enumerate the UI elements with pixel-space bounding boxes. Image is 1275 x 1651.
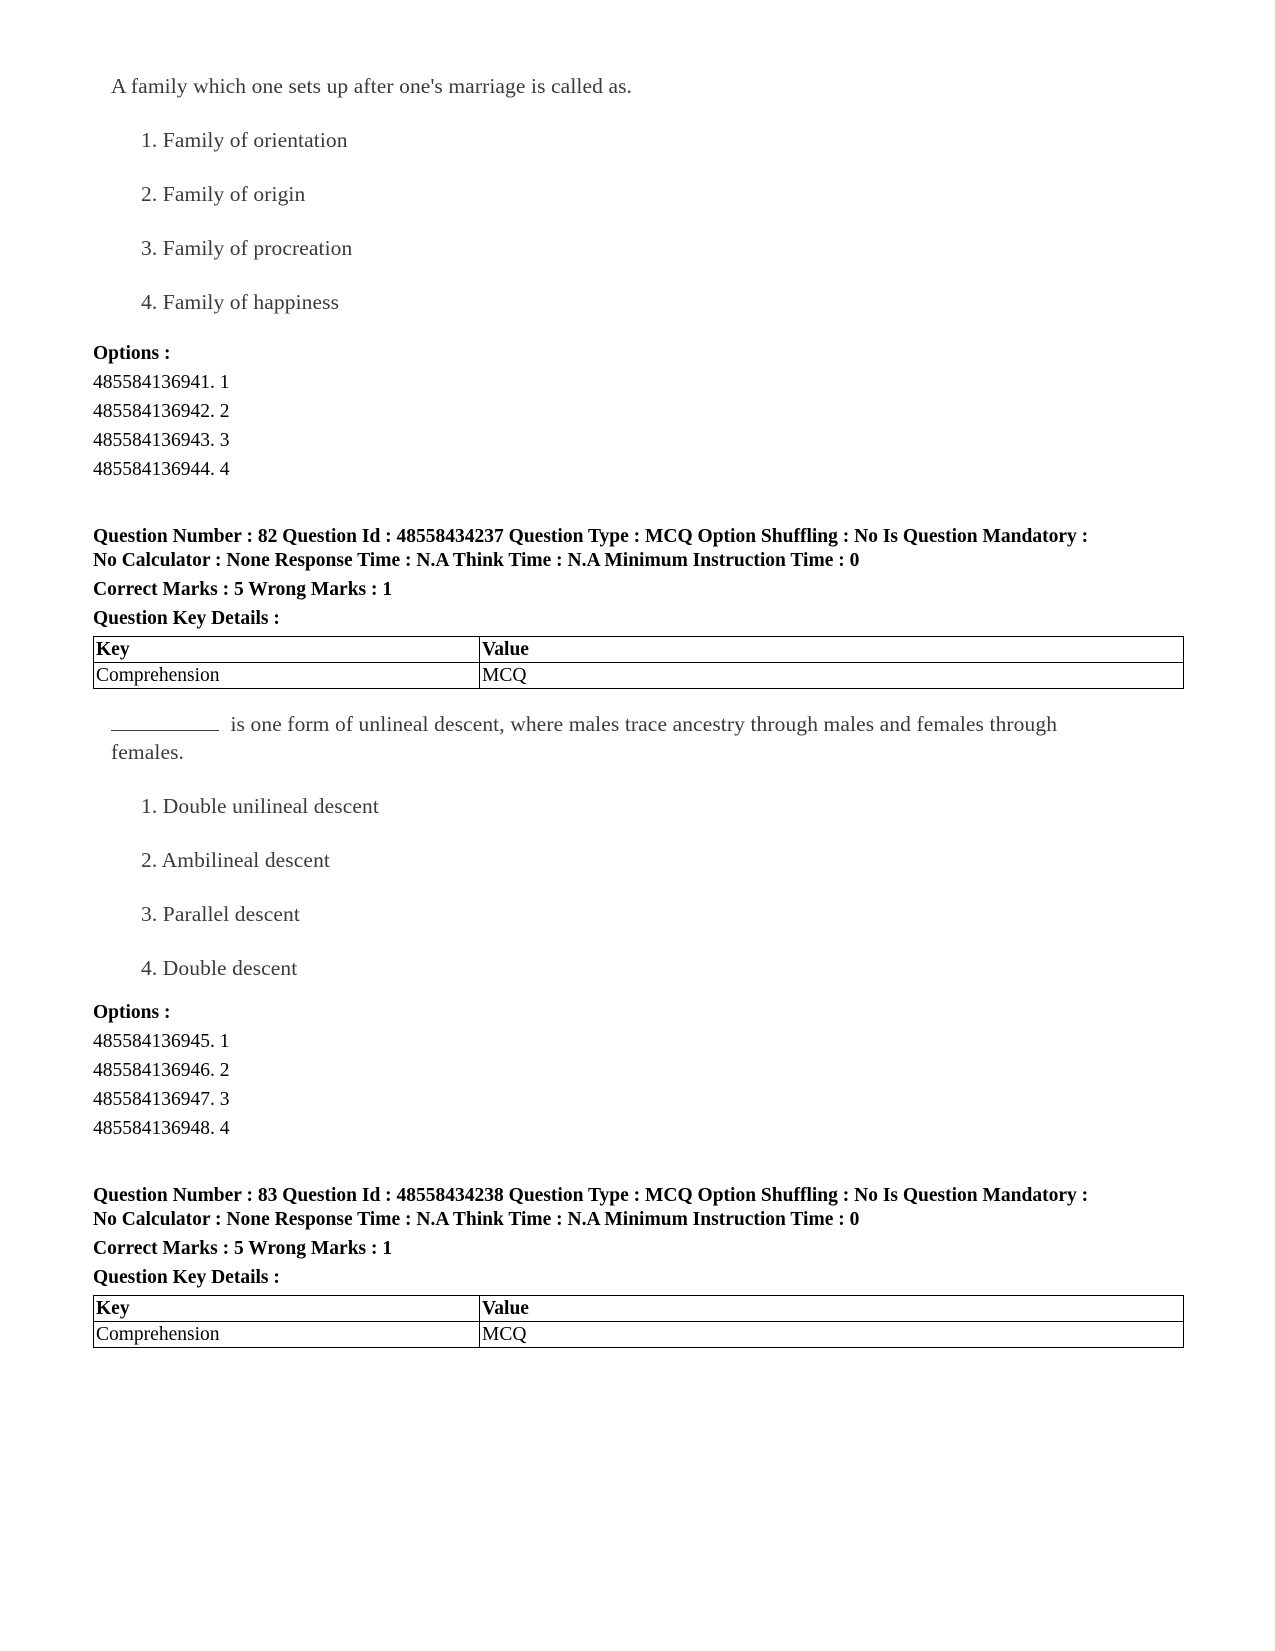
option-id-81-1: 485584136941. 1 xyxy=(93,372,230,393)
fill-in-blank xyxy=(111,712,219,731)
question-82-choice-4: 4. Double descent xyxy=(141,956,298,980)
table-cell-key: Comprehension xyxy=(94,663,480,689)
question-83-key-table xyxy=(93,1295,1184,1348)
question-81-choice-4: 4. Family of happiness xyxy=(141,290,340,314)
question-82-stem-line1 xyxy=(111,712,1057,737)
question-82-key-details-title: Question Key Details : xyxy=(93,608,280,629)
question-81-choice-2: 2. Family of origin xyxy=(141,182,306,206)
question-82-choice-1: 1. Double unilineal descent xyxy=(141,794,379,818)
options-title-82: Options : xyxy=(93,1002,171,1023)
option-id-82-1: 485584136945. 1 xyxy=(93,1031,230,1052)
options-title-81: Options : xyxy=(93,343,171,364)
table-header-row xyxy=(94,637,1184,663)
table-header-value: Value xyxy=(480,1296,1184,1322)
question-82-stem-text: is one form of unlineal descent, where males trace ancestry through males and females through xyxy=(225,712,1058,736)
table-cell-value: MCQ xyxy=(480,1322,1184,1348)
question-82-meta-line1: Question Number : 82 Question Id : 48558434237 Question Type : MCQ Option Shuffling : No Is Question Mandatory : xyxy=(93,526,1089,547)
table-header-key: Key xyxy=(94,637,480,663)
question-82-stem-line2: females. xyxy=(111,740,185,764)
question-83-key-details-title: Question Key Details : xyxy=(93,1267,280,1288)
question-81-stem: A family which one sets up after one's marriage is called as. xyxy=(111,74,633,98)
table-header-row xyxy=(94,1296,1184,1322)
question-82-choice-3: 3. Parallel descent xyxy=(141,902,300,926)
question-82-meta-line2: No Calculator : None Response Time : N.A Think Time : N.A Minimum Instruction Time : 0 xyxy=(93,550,860,571)
question-83-meta-line2: No Calculator : None Response Time : N.A Think Time : N.A Minimum Instruction Time : 0 xyxy=(93,1209,860,1230)
question-82-marks: Correct Marks : 5 Wrong Marks : 1 xyxy=(93,579,393,600)
question-83-marks: Correct Marks : 5 Wrong Marks : 1 xyxy=(93,1238,393,1259)
option-id-81-2: 485584136942. 2 xyxy=(93,401,230,422)
option-id-82-4: 485584136948. 4 xyxy=(93,1118,230,1139)
option-id-81-3: 485584136943. 3 xyxy=(93,430,230,451)
option-id-82-3: 485584136947. 3 xyxy=(93,1089,230,1110)
table-row xyxy=(94,663,1184,689)
table-row xyxy=(94,1322,1184,1348)
question-81-choice-3: 3. Family of procreation xyxy=(141,236,353,260)
question-83-meta-line1: Question Number : 83 Question Id : 48558434238 Question Type : MCQ Option Shuffling : No Is Question Mandatory : xyxy=(93,1185,1089,1206)
question-82-key-table xyxy=(93,636,1184,689)
table-header-value: Value xyxy=(480,637,1184,663)
option-id-81-4: 485584136944. 4 xyxy=(93,459,230,480)
table-cell-value: MCQ xyxy=(480,663,1184,689)
question-81-choice-1: 1. Family of orientation xyxy=(141,128,348,152)
table-cell-key: Comprehension xyxy=(94,1322,480,1348)
option-id-82-2: 485584136946. 2 xyxy=(93,1060,230,1081)
question-82-choice-2: 2. Ambilineal descent xyxy=(141,848,330,872)
table-header-key: Key xyxy=(94,1296,480,1322)
